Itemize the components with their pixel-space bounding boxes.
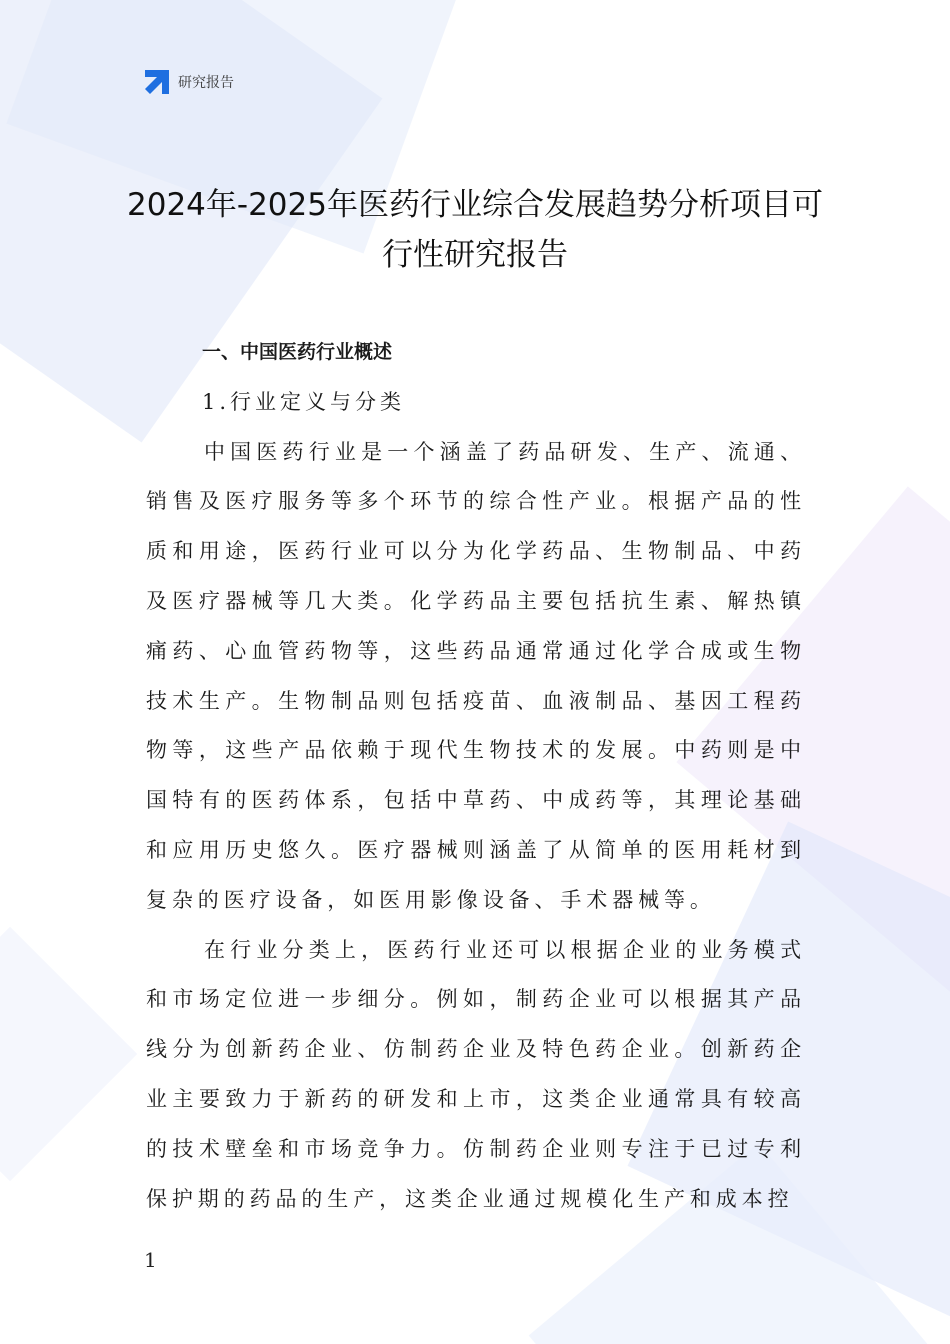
subsection-heading: 1.行业定义与分类	[202, 389, 406, 414]
header-label: 研究报告	[178, 75, 234, 91]
page-number: 1	[144, 1248, 157, 1272]
paragraph: 中国医药行业是一个涵盖了药品研发、生产、流通、销售及医疗服务等多个环节的综合性产业。根据产品的性质和用途，医药行业可以分为化学药品、生物制品、中药及医疗器械等几大类。化学药品主要包括抗生素、解热镇痛药、心血管药物等，这些药品通常通过化学合成或生物技术生产。生物制品则包括疫苗、血液制品、基因工程药物等，这些产品依赖于现代生物技术的发展。中药则是中国特有的医药体系，包括中草药、中成药等，其理论基础和应用历史悠久。医疗器械则涵盖了从简单的医用耗材到复杂的医疗设备，如医用影像设备、手术器械等。	[146, 439, 806, 912]
document-title: 2024年-2025年医药行业综合发展趋势分析项目可行性研究报告	[127, 187, 823, 273]
paragraph: 在行业分类上，医药行业还可以根据企业的业务模式和市场定位进一步细分。例如，制药企业可以根据其产品线分为创新药企业、仿制药企业及特色药企业。创新药企业主要致力于新药的研发和上市，这类企业通常具有较高的技术壁垒和市场竞争力。仿制药企业则专注于已过专利保护期的药品的生产，这类企业通过规模化生产和成本控	[146, 937, 806, 1211]
section-heading: 一、中国医药行业概述	[202, 341, 393, 363]
background-shape	[0, 927, 137, 1182]
arrow-up-right-icon	[143, 68, 171, 96]
page-header	[143, 68, 234, 96]
document-body	[146, 328, 806, 1224]
